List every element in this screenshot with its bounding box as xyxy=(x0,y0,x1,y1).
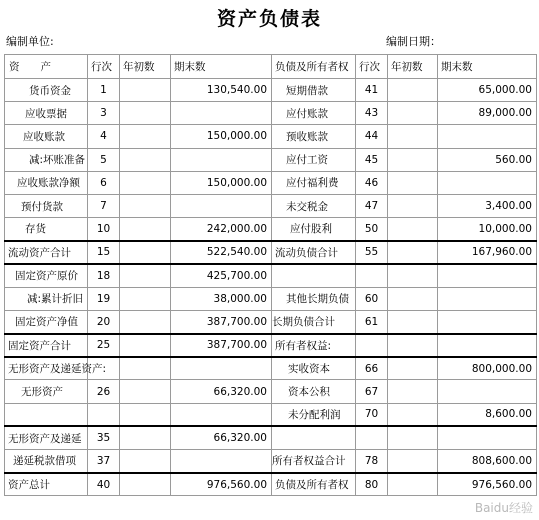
header-line-no[interactable]: 行次 xyxy=(88,55,120,79)
line-no-cell[interactable]: 35 xyxy=(88,426,120,449)
opening-cell[interactable] xyxy=(120,241,171,264)
opening-cell[interactable] xyxy=(120,310,171,333)
closing-cell[interactable]: 387,700.00 xyxy=(171,310,272,333)
line-no-cell[interactable]: 3 xyxy=(88,102,120,125)
asset-name-cell[interactable]: 固定资产净值 xyxy=(5,310,88,333)
opening-cell[interactable] xyxy=(388,264,438,287)
header-closing[interactable]: 期末数 xyxy=(171,55,272,79)
header-opening[interactable]: 年初数 xyxy=(120,55,171,79)
line-no-cell[interactable]: 7 xyxy=(88,194,120,217)
opening-cell[interactable] xyxy=(388,194,438,217)
header-assets[interactable]: 资 产 xyxy=(5,55,88,79)
liability-name-cell[interactable] xyxy=(272,264,356,287)
liability-name-cell[interactable] xyxy=(272,426,356,449)
watermark-logo: Baidu经验 xyxy=(474,501,533,515)
asset-name-cell[interactable]: 无形资产及递延 xyxy=(5,426,88,449)
opening-cell[interactable] xyxy=(120,194,171,217)
closing-cell[interactable]: 65,000.00 xyxy=(438,79,537,102)
closing-cell[interactable] xyxy=(171,148,272,171)
line-no-cell[interactable]: 45 xyxy=(356,148,388,171)
closing-cell[interactable]: 89,000.00 xyxy=(438,102,537,125)
balance-sheet-table xyxy=(4,54,537,496)
opening-cell[interactable] xyxy=(120,473,171,496)
line-no-cell[interactable]: 4 xyxy=(88,125,120,148)
opening-cell[interactable] xyxy=(120,125,171,148)
closing-cell[interactable]: 8,600.00 xyxy=(438,403,537,426)
opening-cell[interactable] xyxy=(388,426,438,449)
asset-name-cell[interactable]: 递延税款借项 xyxy=(5,450,88,473)
opening-cell[interactable] xyxy=(120,450,171,473)
line-no-cell[interactable]: 60 xyxy=(356,287,388,310)
liability-name-cell[interactable]: 流动负债合计 xyxy=(272,241,356,264)
asset-name-cell[interactable]: 减:累计折旧 xyxy=(5,287,88,310)
unit-label: 编制单位: xyxy=(6,35,54,48)
table-row xyxy=(5,310,537,333)
line-no-cell[interactable]: 44 xyxy=(356,125,388,148)
closing-cell[interactable] xyxy=(171,357,272,380)
table-row xyxy=(5,218,537,241)
liability-name-cell[interactable]: 应付福利费 xyxy=(272,171,356,194)
opening-cell[interactable] xyxy=(388,218,438,241)
line-no-cell[interactable]: 5 xyxy=(88,148,120,171)
table-row xyxy=(5,125,537,148)
asset-name-cell[interactable]: 应收票据 xyxy=(5,102,88,125)
table-row xyxy=(5,380,537,403)
opening-cell[interactable] xyxy=(120,218,171,241)
table-row xyxy=(5,194,537,217)
opening-cell[interactable] xyxy=(388,473,438,496)
closing-cell[interactable]: 976,560.00 xyxy=(438,473,537,496)
opening-cell[interactable] xyxy=(388,334,438,357)
closing-cell[interactable] xyxy=(438,287,537,310)
line-no-cell[interactable]: 47 xyxy=(356,194,388,217)
line-no-cell[interactable]: 50 xyxy=(356,218,388,241)
table-row xyxy=(5,171,537,194)
closing-cell[interactable] xyxy=(171,403,272,426)
liability-name-cell[interactable]: 应付股利 xyxy=(272,218,356,241)
closing-cell[interactable]: 808,600.00 xyxy=(438,450,537,473)
date-label: 编制日期： xyxy=(386,35,441,48)
asset-name-cell[interactable]: 固定资产原价 xyxy=(5,264,88,287)
closing-cell[interactable] xyxy=(171,194,272,217)
line-no-cell[interactable]: 66 xyxy=(356,357,388,380)
asset-name-cell[interactable]: 固定资产合计 xyxy=(5,334,88,357)
table-row xyxy=(5,357,537,380)
asset-name-cell[interactable]: 货币资金 xyxy=(5,79,88,102)
line-no-cell[interactable]: 46 xyxy=(356,171,388,194)
opening-cell[interactable] xyxy=(388,310,438,333)
table-row xyxy=(5,287,537,310)
line-no-cell[interactable]: 41 xyxy=(356,79,388,102)
opening-cell[interactable] xyxy=(388,102,438,125)
liability-name-cell[interactable]: 预收账款 xyxy=(272,125,356,148)
asset-name-cell[interactable] xyxy=(5,403,88,426)
opening-cell[interactable] xyxy=(388,171,438,194)
line-no-cell[interactable]: 18 xyxy=(88,264,120,287)
opening-cell[interactable] xyxy=(120,380,171,403)
liability-name-cell[interactable]: 长期负债合计 xyxy=(272,310,356,333)
opening-cell[interactable] xyxy=(388,148,438,171)
line-no-cell[interactable]: 19 xyxy=(88,287,120,310)
line-no-cell[interactable]: 70 xyxy=(356,403,388,426)
line-no-cell[interactable] xyxy=(356,426,388,449)
asset-name-cell[interactable]: 无形资产及递延资产: xyxy=(5,357,88,380)
line-no-cell[interactable]: 37 xyxy=(88,450,120,473)
closing-cell[interactable] xyxy=(171,450,272,473)
liability-name-cell[interactable]: 未分配利润 xyxy=(272,403,356,426)
line-no-cell[interactable]: 55 xyxy=(356,241,388,264)
line-no-cell[interactable]: 6 xyxy=(88,171,120,194)
asset-name-cell[interactable]: 无形资产 xyxy=(5,380,88,403)
header-row xyxy=(5,55,537,79)
opening-cell[interactable] xyxy=(388,241,438,264)
closing-cell[interactable] xyxy=(438,264,537,287)
liability-name-cell[interactable]: 所有者权益合计 xyxy=(272,450,356,473)
closing-cell[interactable] xyxy=(438,334,537,357)
header-closing-2[interactable]: 期末数 xyxy=(438,55,537,79)
closing-cell[interactable]: 150,000.00 xyxy=(171,171,272,194)
liability-name-cell[interactable]: 其他长期负债 xyxy=(272,287,356,310)
asset-name-cell[interactable]: 存货 xyxy=(5,218,88,241)
liability-name-cell[interactable]: 资本公积 xyxy=(272,380,356,403)
line-no-cell[interactable]: 67 xyxy=(356,380,388,403)
closing-cell[interactable]: 66,320.00 xyxy=(171,380,272,403)
opening-cell[interactable] xyxy=(120,426,171,449)
closing-cell[interactable]: 150,000.00 xyxy=(171,125,272,148)
closing-cell[interactable] xyxy=(438,310,537,333)
asset-name-cell[interactable]: 预付货款 xyxy=(5,194,88,217)
table-row xyxy=(5,79,537,102)
line-no-cell[interactable] xyxy=(88,403,120,426)
line-no-cell[interactable]: 10 xyxy=(88,218,120,241)
line-no-cell[interactable]: 1 xyxy=(88,79,120,102)
opening-cell[interactable] xyxy=(388,380,438,403)
closing-cell[interactable] xyxy=(438,426,537,449)
asset-name-cell[interactable]: 减:坏账准备 xyxy=(5,148,88,171)
closing-cell[interactable] xyxy=(438,171,537,194)
table-row xyxy=(5,334,537,357)
liability-name-cell[interactable]: 短期借款 xyxy=(272,79,356,102)
liability-name-cell[interactable]: 实收资本 xyxy=(272,357,356,380)
closing-cell[interactable] xyxy=(171,102,272,125)
line-no-cell[interactable]: 80 xyxy=(356,473,388,496)
line-no-cell[interactable] xyxy=(356,334,388,357)
closing-cell[interactable]: 66,320.00 xyxy=(171,426,272,449)
closing-cell[interactable] xyxy=(438,125,537,148)
sheet-title: 资产负债表 xyxy=(216,8,322,30)
table-row xyxy=(5,403,537,426)
closing-cell[interactable]: 387,700.00 xyxy=(171,334,272,357)
closing-cell[interactable]: 976,560.00 xyxy=(171,473,272,496)
opening-cell[interactable] xyxy=(120,403,171,426)
line-no-cell[interactable]: 26 xyxy=(88,380,120,403)
opening-cell[interactable] xyxy=(120,287,171,310)
opening-cell[interactable] xyxy=(120,264,171,287)
header-opening-2[interactable]: 年初数 xyxy=(388,55,438,79)
opening-cell[interactable] xyxy=(120,102,171,125)
table-row xyxy=(5,264,537,287)
opening-cell[interactable] xyxy=(388,287,438,310)
opening-cell[interactable] xyxy=(120,334,171,357)
table-row xyxy=(5,241,537,264)
liability-name-cell[interactable]: 应付工资 xyxy=(272,148,356,171)
closing-cell[interactable]: 800,000.00 xyxy=(438,357,537,380)
liability-name-cell[interactable]: 负债及所有者权 xyxy=(272,473,356,496)
closing-cell[interactable] xyxy=(438,380,537,403)
line-no-cell[interactable] xyxy=(356,264,388,287)
closing-cell[interactable]: 167,960.00 xyxy=(438,241,537,264)
line-no-cell[interactable]: 20 xyxy=(88,310,120,333)
table-row xyxy=(5,473,537,496)
opening-cell[interactable] xyxy=(388,403,438,426)
line-no-cell[interactable]: 43 xyxy=(356,102,388,125)
table-row xyxy=(5,450,537,473)
asset-name-cell[interactable]: 应收账款 xyxy=(5,125,88,148)
opening-cell[interactable] xyxy=(120,171,171,194)
opening-cell[interactable] xyxy=(120,148,171,171)
header-liabilities[interactable]: 负债及所有者权 xyxy=(272,55,356,79)
closing-cell[interactable]: 425,700.00 xyxy=(171,264,272,287)
table-row xyxy=(5,426,537,449)
opening-cell[interactable] xyxy=(388,125,438,148)
opening-cell[interactable] xyxy=(120,79,171,102)
asset-name-cell[interactable]: 资产总计 xyxy=(5,473,88,496)
opening-cell[interactable] xyxy=(388,79,438,102)
closing-cell[interactable]: 130,540.00 xyxy=(171,79,272,102)
asset-name-cell[interactable]: 流动资产合计 xyxy=(5,241,88,264)
line-no-cell[interactable]: 15 xyxy=(88,241,120,264)
closing-cell[interactable]: 242,000.00 xyxy=(171,218,272,241)
closing-cell[interactable]: 3,400.00 xyxy=(438,194,537,217)
header-line-no-2[interactable]: 行次 xyxy=(356,55,388,79)
closing-cell[interactable]: 38,000.00 xyxy=(171,287,272,310)
liability-name-cell[interactable]: 未交税金 xyxy=(272,194,356,217)
liability-name-cell[interactable]: 应付账款 xyxy=(272,102,356,125)
opening-cell[interactable] xyxy=(388,357,438,380)
table-row xyxy=(5,102,537,125)
line-no-cell[interactable]: 40 xyxy=(88,473,120,496)
closing-cell[interactable]: 522,540.00 xyxy=(171,241,272,264)
closing-cell[interactable]: 560.00 xyxy=(438,148,537,171)
asset-name-cell[interactable]: 应收账款净额 xyxy=(5,171,88,194)
table-row xyxy=(5,148,537,171)
closing-cell[interactable]: 10,000.00 xyxy=(438,218,537,241)
opening-cell[interactable] xyxy=(120,357,171,380)
line-no-cell[interactable]: 25 xyxy=(88,334,120,357)
line-no-cell[interactable]: 78 xyxy=(356,450,388,473)
line-no-cell[interactable]: 61 xyxy=(356,310,388,333)
opening-cell[interactable] xyxy=(388,450,438,473)
liability-name-cell[interactable]: 所有者权益: xyxy=(272,334,356,357)
